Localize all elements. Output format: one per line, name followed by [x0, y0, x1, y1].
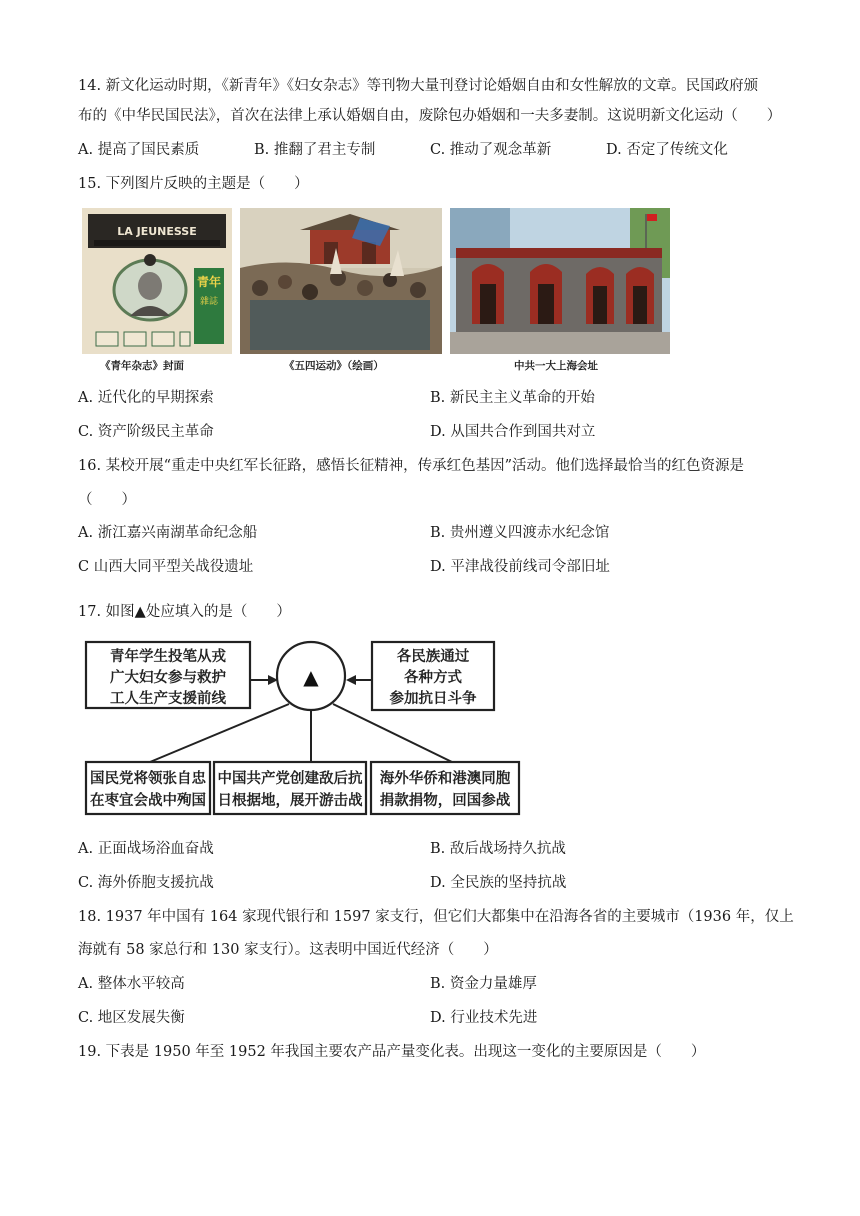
- q19-stem: 19. 下表是 1950 年至 1952 年我国主要农产品产量变化表。出现这一变化的主要原因是（ ）: [78, 1044, 706, 1060]
- q15-image-may-fourth-painting: [240, 208, 442, 373]
- diagram-link-bottom-left: [150, 704, 289, 762]
- diagram-left-line1: 青年学生投笔从戎: [110, 648, 226, 665]
- q17-stem: 17. 如图▲处应填入的是（ ）: [78, 604, 291, 620]
- diagram-center-triangle: ▲: [303, 665, 319, 689]
- q14-option-a: A. 提高了国民素质: [78, 142, 200, 158]
- q17-option-d: D. 全民族的坚持抗战: [430, 875, 567, 891]
- diagram-bottom-3-line2: 捐款捐物，回国参战: [379, 792, 511, 809]
- may-fourth-painting-illustration: [240, 208, 442, 354]
- q15-option-c: C. 资产阶级民主革命: [78, 424, 214, 440]
- magazine-cover-illustration: [82, 208, 232, 354]
- q15-image-1-caption: 《青年杂志》封面: [100, 360, 184, 372]
- q18-stem-line2: 海就有 58 家总行和 130 家支行）。这表明中国近代经济（ ）: [78, 942, 498, 958]
- q17-option-c: C. 海外侨胞支援抗战: [78, 875, 214, 891]
- q15-option-a: A. 近代化的早期探索: [78, 390, 214, 406]
- q18-option-b: B. 资金力量雄厚: [430, 976, 537, 992]
- cover-vertical-title-2: 雜誌: [199, 297, 219, 307]
- diagram-bottom-1-line1: 国民党将领张自忠: [90, 770, 206, 787]
- q14-option-c: C. 推动了观念革新: [430, 142, 552, 158]
- q17-option-b: B. 敌后战场持久抗战: [430, 841, 566, 857]
- q14-stem-line1: 14. 新文化运动时期，《新青年》《妇女杂志》等刊物大量刊登讨论婚姻自由和女性解放的文章。民国政府颁: [78, 78, 759, 94]
- q17-option-a: A. 正面战场浴血奋战: [78, 841, 214, 857]
- cover-title-text: LA JEUNESSE: [117, 225, 197, 238]
- q16-option-c: C 山西大同平型关战役遗址: [78, 559, 254, 575]
- cpc-site-illustration: [450, 208, 670, 354]
- q18-stem-line1: 18. 1937 年中国有 164 家现代银行和 1597 家支行，但它们大都集中在沿海各省的主要城市（1936 年，仅上: [78, 909, 794, 925]
- diagram-left-line3: 工人生产支援前线: [110, 690, 226, 707]
- q14-option-d: D. 否定了传统文化: [606, 142, 728, 158]
- q16-option-d: D. 平津战役前线司令部旧址: [430, 559, 610, 575]
- q16-option-b: B. 贵州遵义四渡赤水纪念馆: [430, 525, 610, 541]
- cover-vertical-title: 青年: [196, 275, 222, 289]
- q15-stem: 15. 下列图片反映的主题是（ ）: [78, 176, 309, 192]
- diagram-bottom-1-line2: 在枣宜会战中殉国: [90, 792, 206, 809]
- diagram-link-bottom-right: [333, 704, 452, 762]
- q15-image-2-caption: 《五四运动》（绘画）: [284, 360, 384, 372]
- q14-stem-line2: 布的《中华民国民法》，首次在法律上承认婚姻自由，废除包办婚姻和一夫多妻制。这说明新文化运动（ ）: [78, 108, 782, 124]
- q18-option-d: D. 行业技术先进: [430, 1010, 538, 1026]
- q16-stem-line2: （ ）: [78, 492, 136, 508]
- q15-image-3-caption: 中共一大上海会址: [514, 360, 598, 372]
- diagram-bottom-2-line1: 中国共产党创建敌后抗: [217, 770, 363, 787]
- diagram-bottom-3-line1: 海外华侨和港澳同胞: [379, 770, 511, 787]
- diagram-bottom-2-line2: 日根据地，展开游击战: [217, 792, 363, 809]
- q15-image-magazine-cover: [82, 208, 232, 373]
- q18-option-c: C. 地区发展失衡: [78, 1010, 185, 1026]
- q16-stem-line1: 16. 某校开展“重走中央红军长征路，感悟长征精神，传承红色基因”活动。他们选择最恰当的红色资源是: [78, 458, 744, 474]
- q16-option-a: A. 浙江嘉兴南湖革命纪念船: [78, 525, 258, 541]
- q14-option-b: B. 推翻了君主专制: [254, 142, 376, 158]
- diagram-left-line2: 广大妇女参与救护: [110, 669, 226, 686]
- q18-option-a: A. 整体水平较高: [78, 976, 185, 992]
- diagram-right-line2: 各种方式: [404, 669, 462, 686]
- diagram-right-line3: 参加抗日斗争: [389, 690, 477, 707]
- diagram-right-line1: 各民族通过: [396, 648, 470, 665]
- q15-image-cpc-site: [450, 208, 670, 373]
- q15-option-b: B. 新民主主义革命的开始: [430, 390, 595, 406]
- q17-diagram: [84, 634, 524, 816]
- q15-option-d: D. 从国共合作到国共对立: [430, 424, 596, 440]
